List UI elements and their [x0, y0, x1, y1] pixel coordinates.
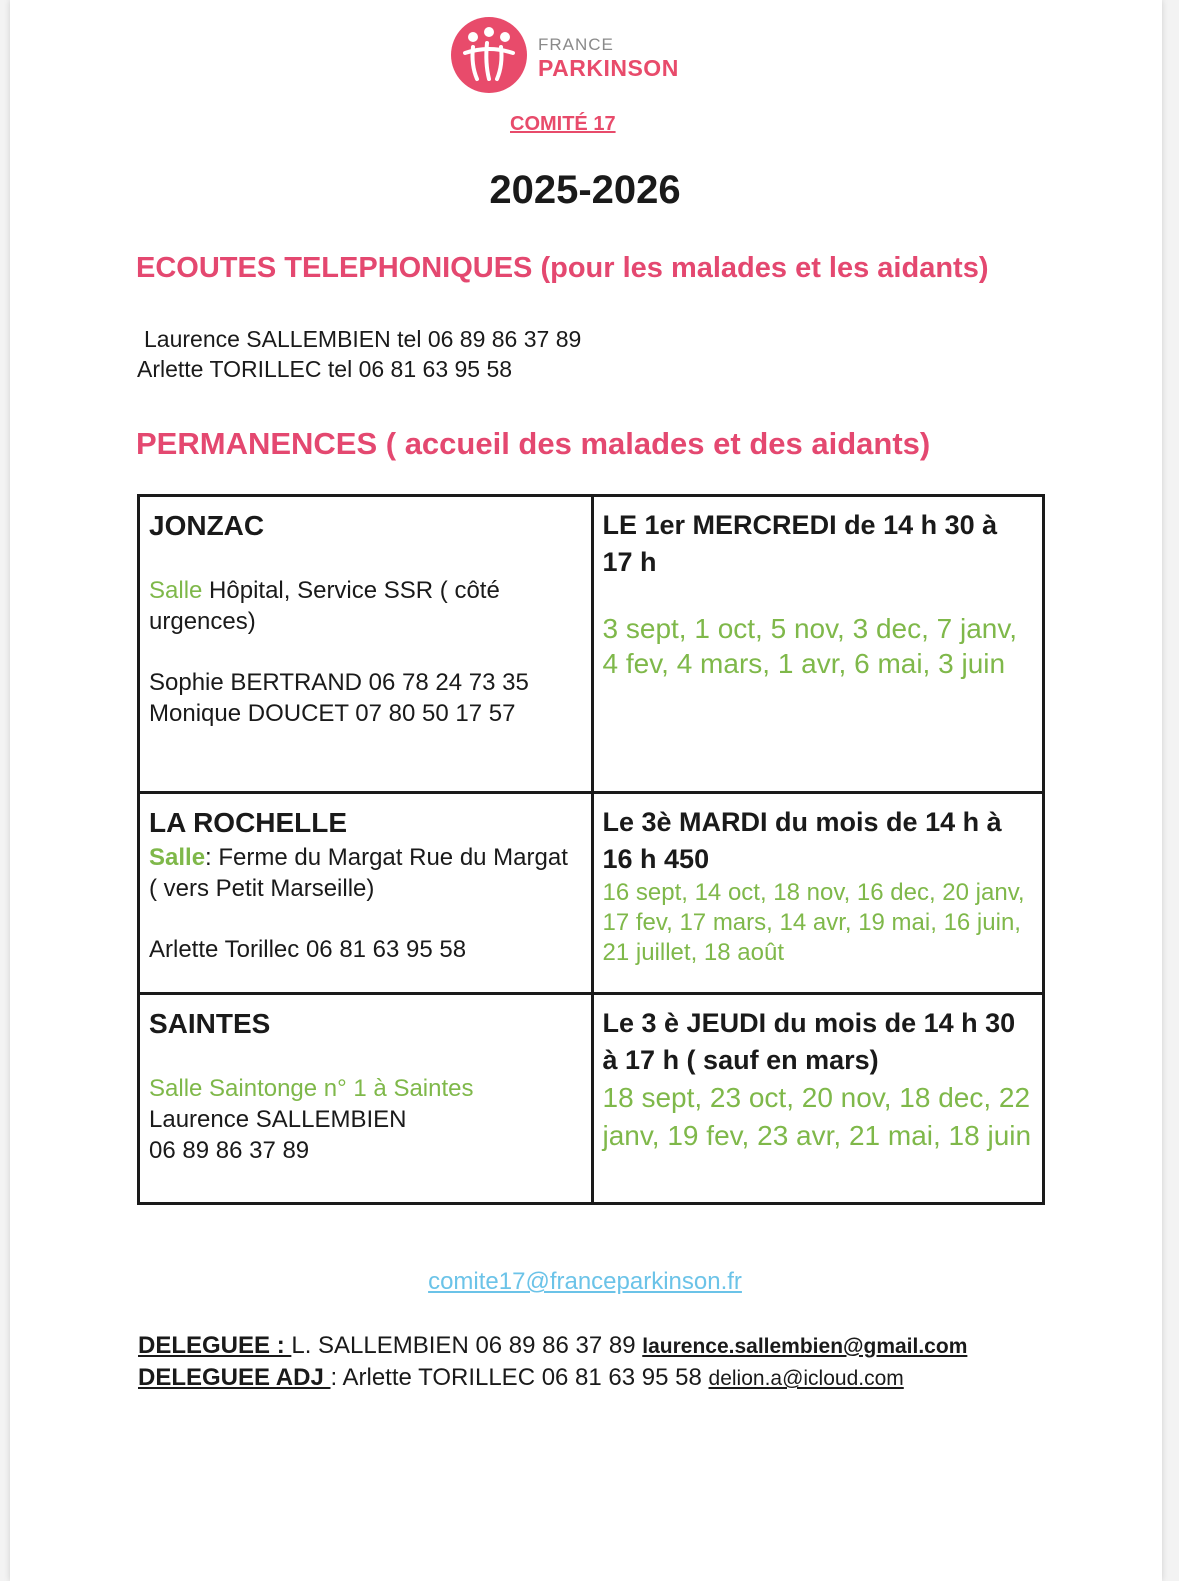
dates-list: 3 sept, 1 oct, 5 nov, 3 dec, 7 janv, 4 fev, 4 mars, 1 avr, 6 mai, 3 juin [602, 613, 1018, 679]
delegue-adj-email-link[interactable]: delion.a@icloud.com [708, 1367, 904, 1390]
delegue-text: L. SALLEMBIEN 06 89 86 37 89 [291, 1332, 643, 1359]
location-name: LA ROCHELLE [149, 807, 348, 838]
table-row [139, 994, 1044, 1204]
location-name: SAINTES [149, 1008, 271, 1039]
france-parkinson-logo [451, 15, 701, 95]
comite-title: COMITÉ 17 [510, 113, 616, 135]
logo-emblem-icon [451, 17, 527, 93]
dates-list: 16 sept, 14 oct, 18 nov, 16 dec, 20 janv, 17 fev, 17 mars, 14 avr, 19 mai, 16 juin, 21 juillet, 18 août [602, 879, 1025, 966]
contact-line: Laurence SALLEMBIEN [149, 1106, 407, 1133]
room-info [149, 575, 582, 637]
year-title: 2025-2026 [489, 168, 681, 212]
ecoutes-heading: ECOUTES TELEPHONIQUES (pour les malades et les aidants) [136, 252, 989, 284]
listener-line: Arlette TORILLEC tel 06 81 63 95 58 [137, 356, 513, 382]
listener-line: Laurence SALLEMBIEN tel 06 89 86 37 89 [144, 326, 582, 352]
logo-france-text: FRANCE [538, 35, 614, 54]
delegue-email-link[interactable]: laurence.sallembien@gmail.com [642, 1335, 968, 1358]
contact-line: 06 89 86 37 89 [149, 1137, 310, 1164]
schedule-cell [592, 793, 1043, 994]
delegue-adj-text: : Arlette TORILLEC 06 81 63 95 58 [330, 1364, 709, 1391]
room-label: Salle [149, 844, 206, 871]
schedule-text: Le 3è MARDI du mois de 14 h à 16 h 450 [602, 807, 1002, 874]
delegue-line [138, 1332, 967, 1360]
location-cell [139, 994, 593, 1204]
document-page [10, 0, 1162, 1581]
permanences-table [137, 494, 1045, 1205]
room-info: Salle Saintonge n° 1 à Saintes [149, 1075, 474, 1102]
dates-list: 18 sept, 23 oct, 20 nov, 18 dec, 22 janv, 19 fev, 23 avr, 21 mai, 18 juin [602, 1082, 1032, 1151]
schedule-text: LE 1er MERCREDI de 14 h 30 à 17 h [602, 510, 998, 577]
contact-line: Sophie BERTRAND 06 78 24 73 35 [149, 669, 529, 696]
schedule-cell [592, 994, 1043, 1204]
table-row [139, 496, 1044, 793]
table-row [139, 793, 1044, 994]
delegue-adj-line [138, 1364, 904, 1392]
contact-line: Arlette Torillec 06 81 63 95 58 [149, 936, 467, 963]
contact-line: Monique DOUCET 07 80 50 17 57 [149, 700, 516, 727]
room-text: Hôpital, Service SSR ( côté urgences) [149, 577, 500, 635]
room-label: Salle [149, 577, 203, 604]
comite-email-link[interactable]: comite17@franceparkinson.fr [428, 1268, 742, 1295]
schedule-text: Le 3 è JEUDI du mois de 14 h 30 à 17 h ( sauf en mars) [602, 1008, 1016, 1075]
schedule-cell [592, 496, 1043, 793]
delegue-label: DELEGUEE : [138, 1332, 292, 1359]
logo-parkinson-text: PARKINSON [538, 55, 679, 81]
location-cell [139, 793, 593, 994]
permanences-heading: PERMANENCES ( accueil des malades et des aidants) [136, 426, 931, 461]
room-info [149, 842, 582, 904]
location-name: JONZAC [149, 510, 265, 541]
room-text: : Ferme du Margat Rue du Margat ( vers Petit Marseille) [149, 844, 568, 902]
delegue-adj-label: DELEGUEE ADJ [138, 1364, 331, 1391]
location-cell [139, 496, 593, 793]
